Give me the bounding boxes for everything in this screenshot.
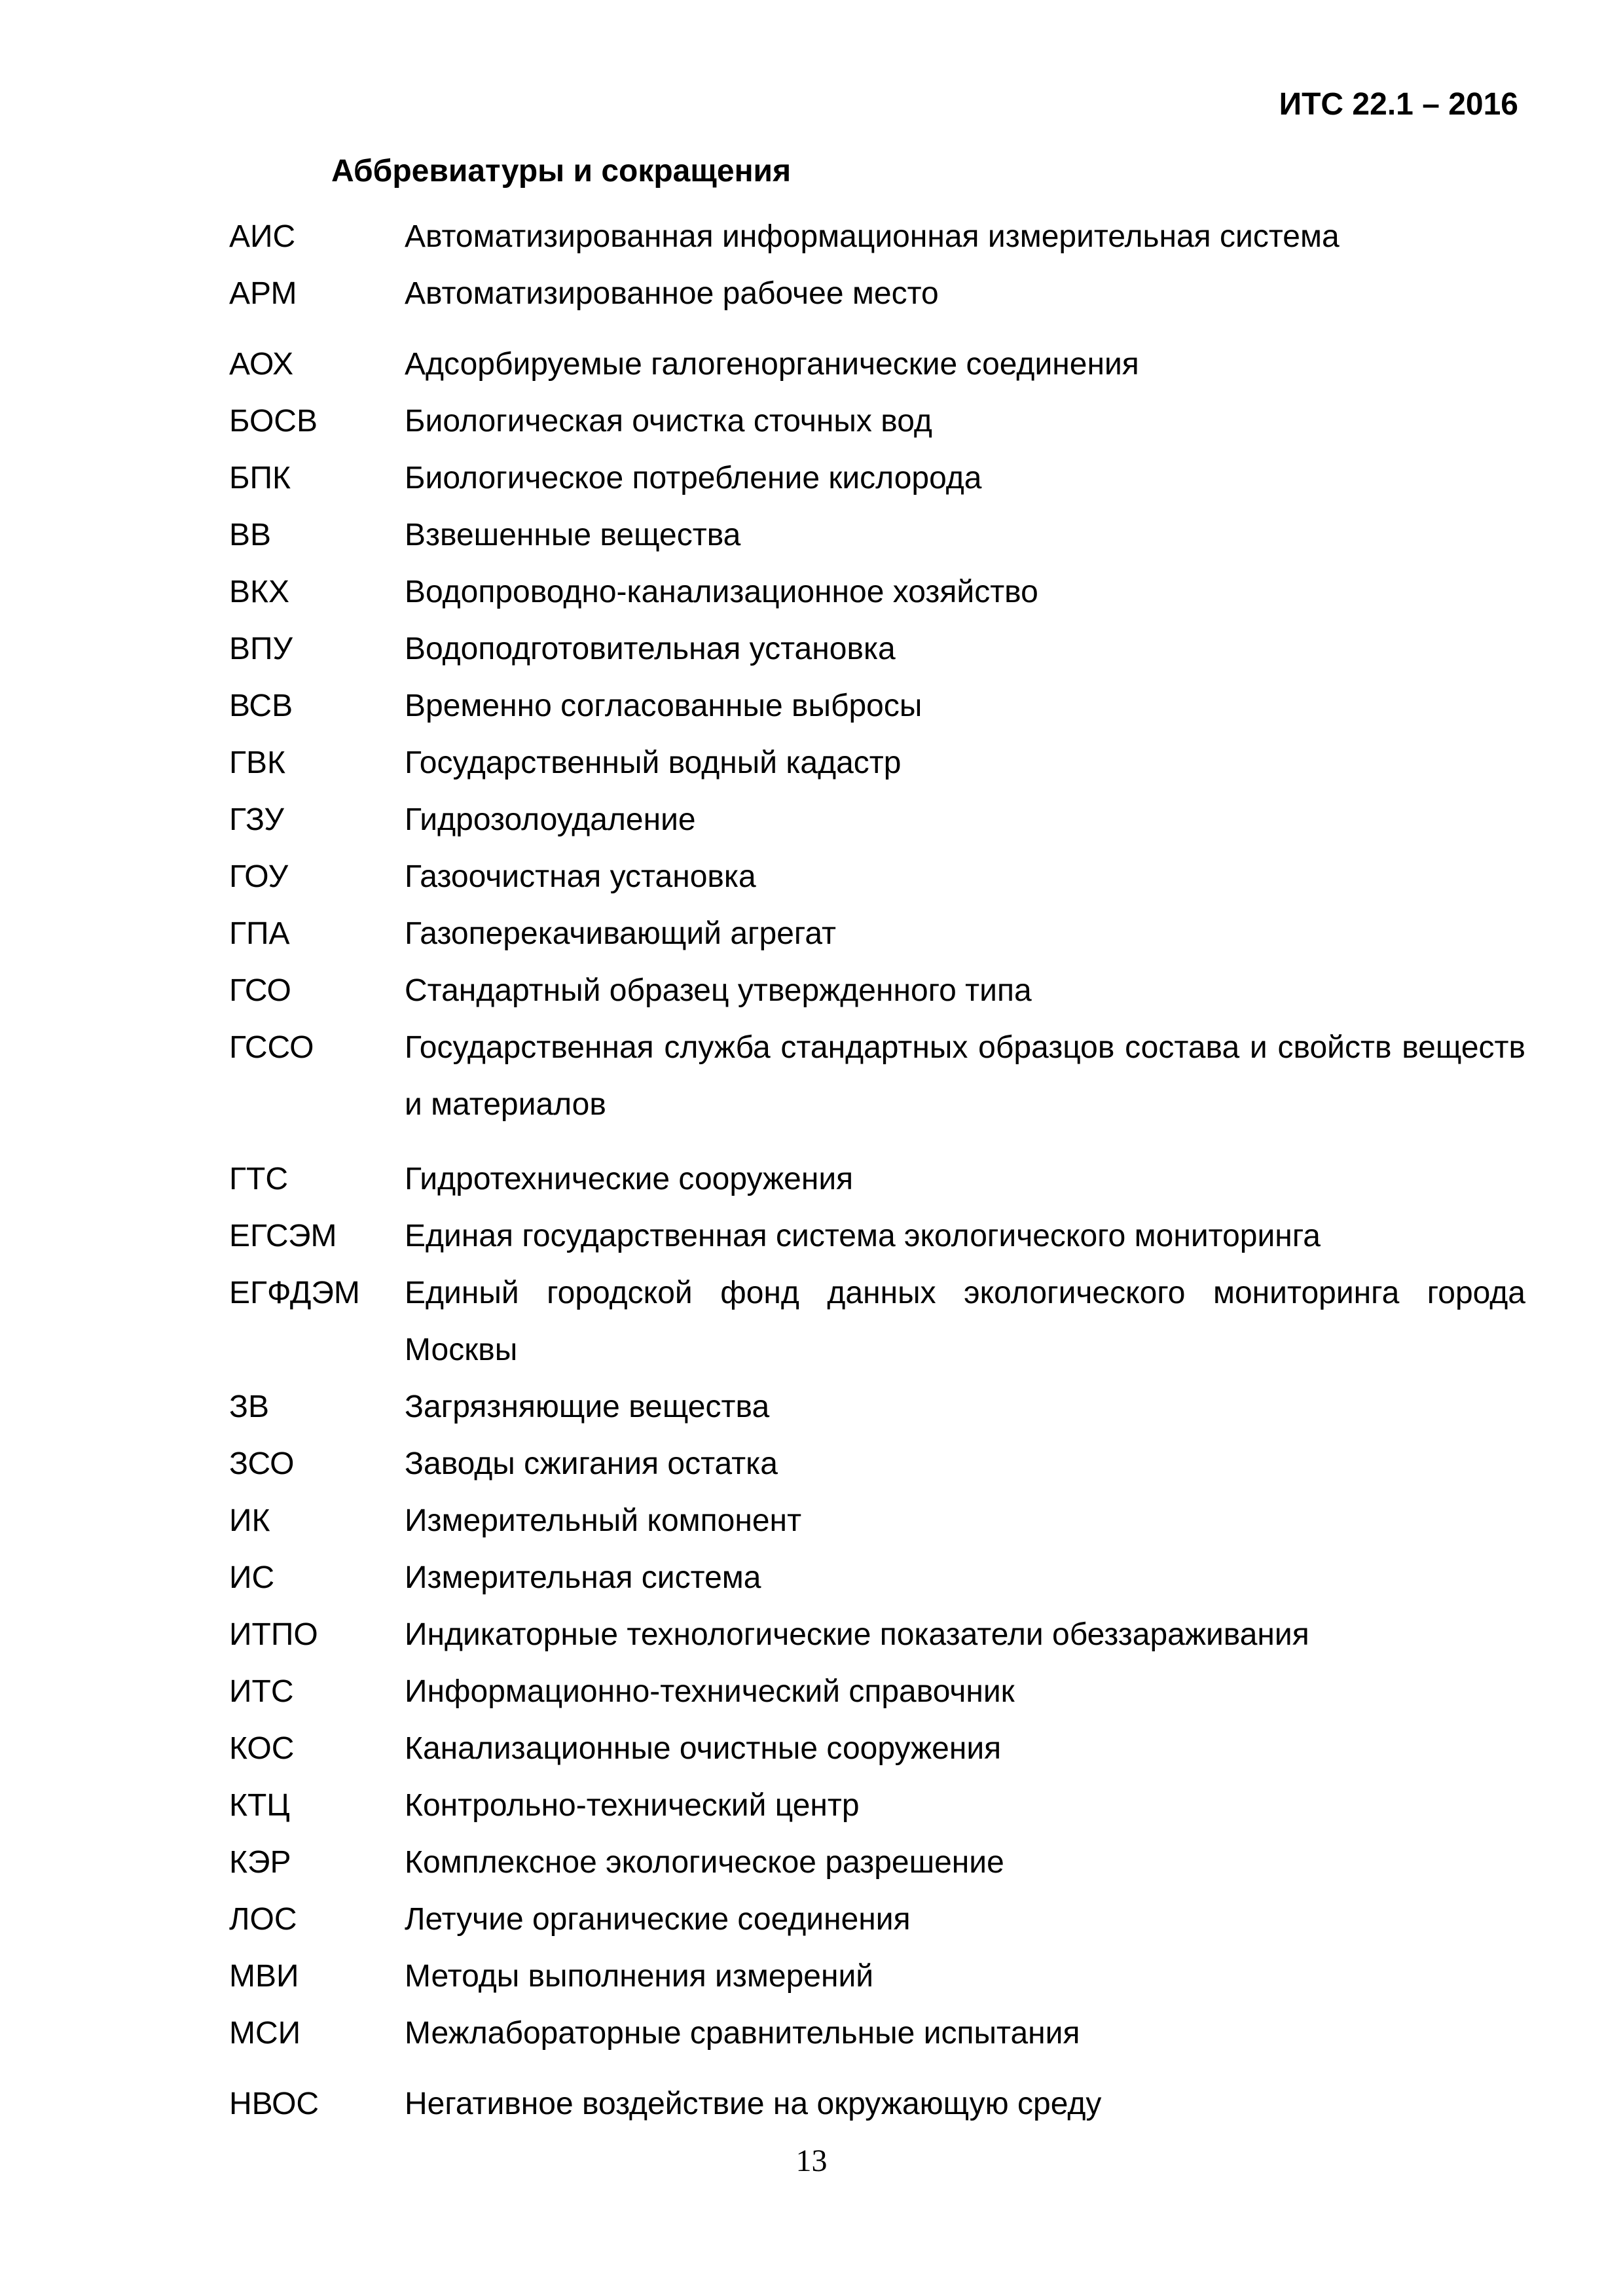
abbreviation-term: ГСО (229, 973, 291, 1008)
abbreviation-row (229, 1492, 1525, 1549)
abbreviation-term: БОСВ (229, 404, 318, 439)
abbreviation-term: ГТС (229, 1162, 288, 1196)
abbreviation-definition: Контрольно-технический центр (405, 1788, 860, 1823)
abbreviation-term: АОХ (229, 347, 294, 382)
abbreviation-term: ГПА (229, 916, 290, 951)
abbreviation-term: ИК (229, 1503, 270, 1538)
abbreviation-definition: Биологическое потребление кислорода (405, 461, 982, 495)
abbreviation-term: ВКХ (229, 575, 289, 609)
abbreviation-row (229, 1891, 1525, 1948)
abbreviation-row (229, 1720, 1525, 1777)
abbreviation-definition: Единый городской фонд данных экологического мониторинга города Москвы (405, 1276, 1525, 1367)
abbreviation-definition: Негативное воздействие на окружающую среду (405, 2087, 1102, 2121)
abbreviation-term: МСИ (229, 2016, 301, 2051)
abbreviation-row (229, 450, 1525, 507)
abbreviation-term: ВВ (229, 518, 272, 552)
abbreviation-definition: Гидрозолоудаление (405, 802, 696, 837)
abbreviation-term: ГОУ (229, 859, 289, 894)
abbreviation-term: ГВК (229, 745, 285, 780)
abbreviation-term: НВОС (229, 2087, 319, 2121)
abbreviation-term: КТЦ (229, 1788, 290, 1823)
abbreviation-term: ГССО (229, 1030, 314, 1065)
abbreviation-definition: Измерительная система (405, 1560, 761, 1595)
abbreviation-term: ЗСО (229, 1446, 295, 1481)
abbreviation-term: ГЗУ (229, 802, 284, 837)
abbreviation-term: МВИ (229, 1959, 299, 1994)
abbreviation-row (229, 1549, 1525, 1606)
abbreviation-term: ЕГФДЭМ (229, 1276, 360, 1310)
abbreviation-row (229, 1265, 1525, 1378)
abbreviation-term: ЗВ (229, 1390, 270, 1424)
abbreviation-definition: Загрязняющие вещества (405, 1390, 770, 1424)
abbreviation-row (229, 208, 1525, 265)
abbreviation-definition: Адсорбируемые галогенорганические соединения (405, 347, 1139, 382)
abbreviation-definition: Газоперекачивающий агрегат (405, 916, 836, 951)
abbreviation-row (229, 1435, 1525, 1492)
abbreviation-row (229, 1606, 1525, 1663)
abbreviation-row (229, 1948, 1525, 2005)
abbreviation-row (229, 734, 1525, 791)
abbreviation-row (229, 1663, 1525, 1720)
abbreviation-definition: Комплексное экологическое разрешение (405, 1845, 1004, 1880)
abbreviation-row (229, 791, 1525, 848)
abbreviation-definition: Заводы сжигания остатка (405, 1446, 778, 1481)
abbreviation-row (229, 1378, 1525, 1435)
document-code: ИТС 22.1 – 2016 (1279, 87, 1518, 122)
abbreviation-term: АРМ (229, 276, 297, 311)
abbreviation-term: ИТС (229, 1674, 294, 1709)
abbreviation-row (229, 1834, 1525, 1891)
abbreviation-row (229, 620, 1525, 677)
abbreviation-row (229, 905, 1525, 962)
abbreviation-definition: Государственная служба стандартных образцов состава и свойств веществ и материалов (405, 1030, 1525, 1122)
abbreviation-definition: Водоподготовительная установка (405, 632, 896, 666)
abbreviation-term: ЛОС (229, 1902, 297, 1937)
abbreviation-row (229, 2075, 1525, 2132)
abbreviation-term: ИТПО (229, 1617, 318, 1652)
abbreviation-definition: Водопроводно-канализационное хозяйство (405, 575, 1038, 609)
abbreviation-definition: Канализационные очистные сооружения (405, 1731, 1002, 1766)
abbreviation-definition: Стандартный образец утвержденного типа (405, 973, 1032, 1008)
abbreviation-definition: Автоматизированная информационная измерительная система (405, 219, 1340, 254)
abbreviation-term: КОС (229, 1731, 295, 1766)
abbreviation-row (229, 1151, 1525, 1208)
abbreviation-row (229, 564, 1525, 620)
abbreviation-row (229, 2005, 1525, 2062)
abbreviation-row (229, 393, 1525, 450)
abbreviation-definition: Информационно-технический справочник (405, 1674, 1015, 1709)
abbreviation-term: ЕГСЭМ (229, 1219, 337, 1253)
abbreviation-row (229, 962, 1525, 1019)
abbreviation-term: ИС (229, 1560, 275, 1595)
abbreviation-row (229, 507, 1525, 564)
abbreviation-term: АИС (229, 219, 296, 254)
abbreviation-row (229, 1777, 1525, 1834)
abbreviation-term: КЭР (229, 1845, 291, 1880)
abbreviation-definition: Государственный водный кадастр (405, 745, 902, 780)
abbreviation-definition: Межлабораторные сравнительные испытания (405, 2016, 1080, 2051)
abbreviation-list (229, 208, 1525, 2132)
abbreviation-definition: Гидротехнические сооружения (405, 1162, 854, 1196)
abbreviation-definition: Индикаторные технологические показатели обеззараживания (405, 1617, 1309, 1652)
abbreviation-definition: Методы выполнения измерений (405, 1959, 874, 1994)
abbreviation-definition: Летучие органические соединения (405, 1902, 911, 1937)
abbreviation-row (229, 1019, 1525, 1133)
abbreviation-definition: Измерительный компонент (405, 1503, 802, 1538)
abbreviation-row (229, 1208, 1525, 1265)
abbreviation-definition: Временно согласованные выбросы (405, 689, 922, 723)
abbreviation-row (229, 336, 1525, 393)
abbreviation-definition: Взвешенные вещества (405, 518, 741, 552)
page-number: 13 (795, 2144, 828, 2178)
abbreviation-row (229, 848, 1525, 905)
abbreviation-definition: Автоматизированное рабочее место (405, 276, 939, 311)
abbreviation-definition: Единая государственная система экологического мониторинга (405, 1219, 1321, 1253)
section-title: Аббревиатуры и сокращения (331, 154, 792, 188)
abbreviation-row (229, 265, 1525, 322)
abbreviation-definition: Газоочистная установка (405, 859, 756, 894)
abbreviation-definition: Биологическая очистка сточных вод (405, 404, 932, 439)
abbreviation-term: ВПУ (229, 632, 293, 666)
abbreviation-row (229, 677, 1525, 734)
abbreviation-term: ВСВ (229, 689, 293, 723)
abbreviation-term: БПК (229, 461, 291, 495)
